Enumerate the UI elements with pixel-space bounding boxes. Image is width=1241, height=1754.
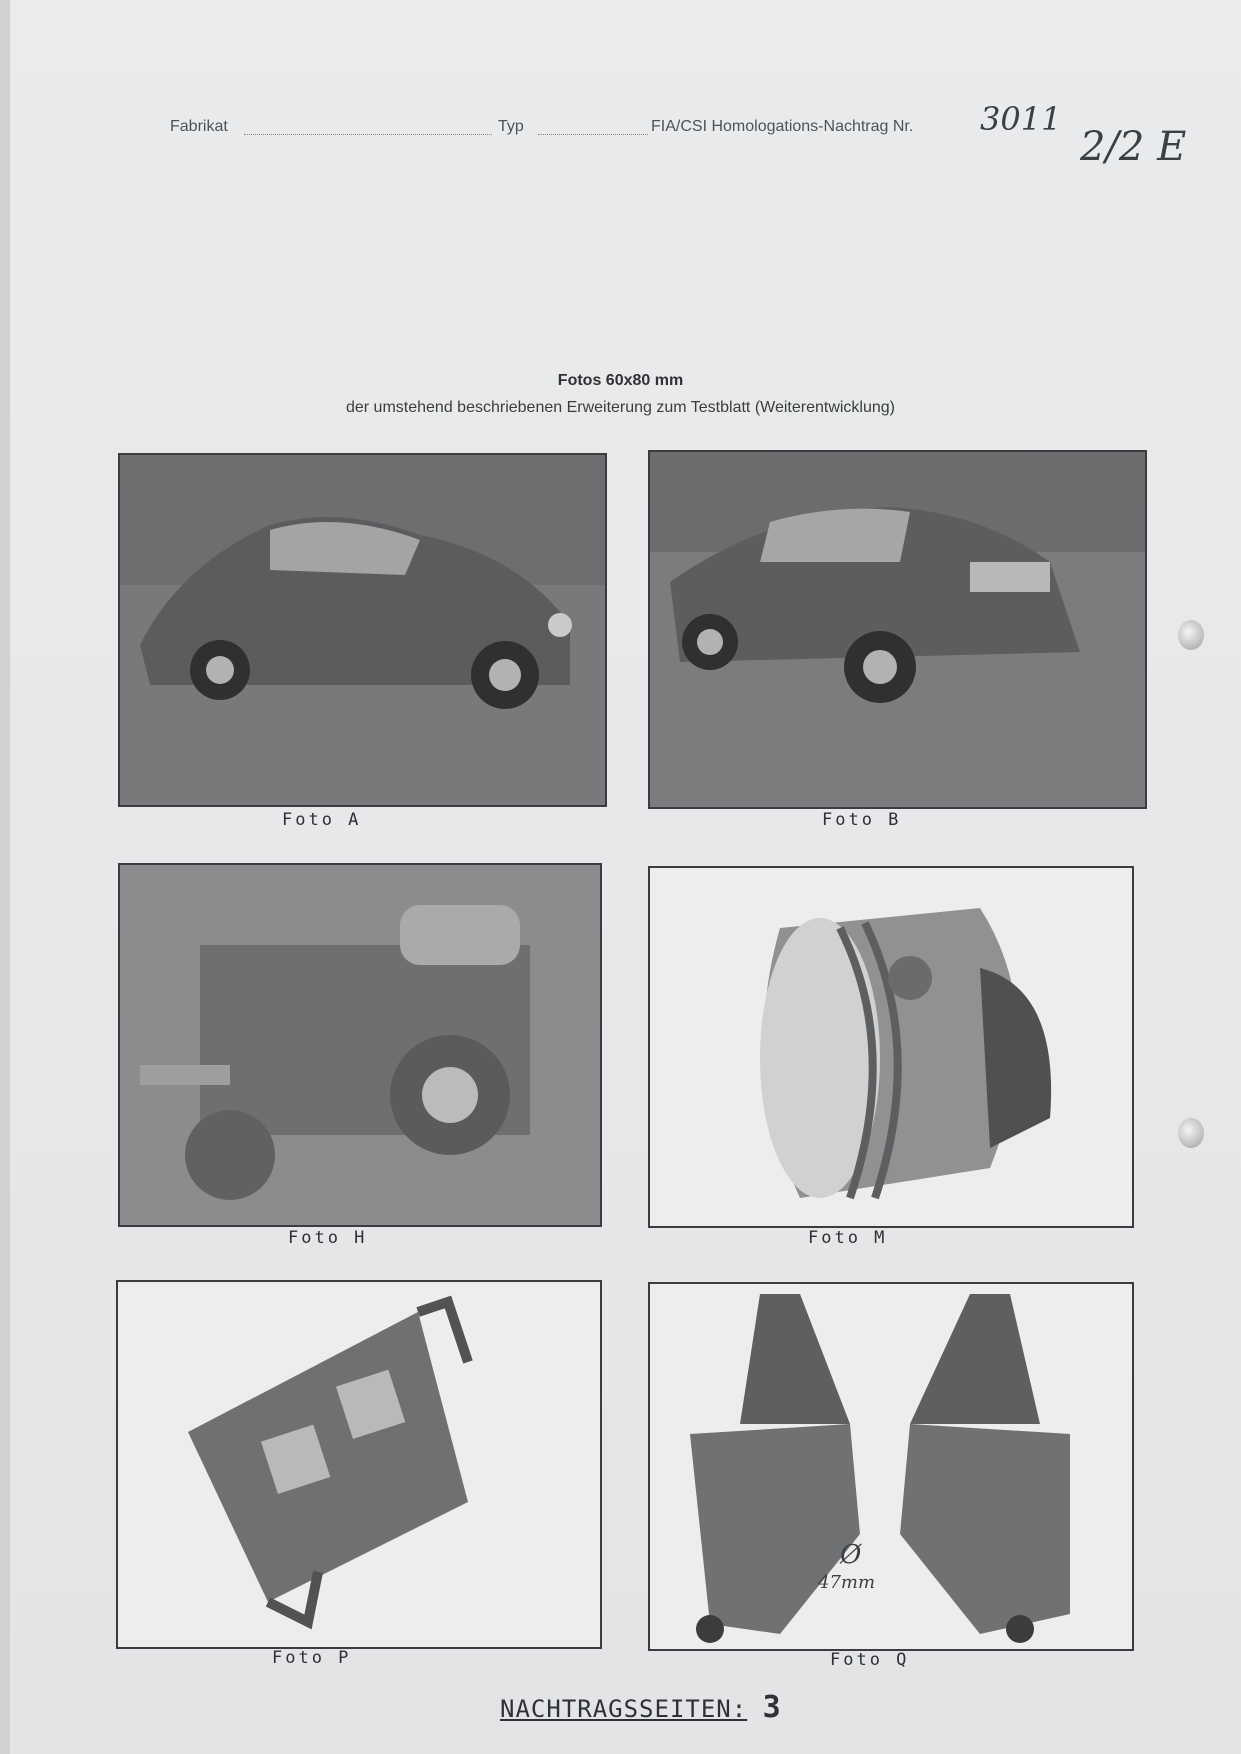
fabrikat-field	[244, 134, 492, 135]
manifold-image	[118, 1282, 600, 1647]
nachtrag-label: FIA/CSI Homologations-Nachtrag Nr.	[651, 118, 914, 135]
car-rear-image	[650, 452, 1145, 807]
photo-a	[118, 453, 607, 807]
caption-foto-p: Foto P	[272, 1648, 352, 1668]
typ-label: Typ	[498, 118, 524, 135]
section-subtitle: der umstehend beschriebenen Erweiterung zum Testblatt (Weiterentwicklung)	[345, 399, 896, 416]
typ-field	[538, 134, 648, 135]
engine-image	[120, 865, 600, 1225]
caption-foto-m: Foto M	[808, 1228, 888, 1248]
caption-foto-q: Foto Q	[830, 1650, 910, 1670]
punch-hole-upper	[1178, 620, 1204, 650]
photo-p	[116, 1280, 602, 1649]
fabrikat-label: Fabrikat	[170, 118, 228, 135]
car-front-image	[120, 455, 605, 805]
exhaust-headers-image	[650, 1284, 1132, 1649]
punch-hole-lower	[1178, 1118, 1204, 1148]
footer-label: NACHTRAGSSEITEN:	[500, 1695, 748, 1723]
nachtrag-number: 3011	[980, 100, 1062, 138]
photo-b	[648, 450, 1147, 809]
photo-m	[648, 866, 1134, 1228]
caption-foto-h: Foto H	[288, 1228, 368, 1248]
photo-h	[118, 863, 602, 1227]
caption-foto-b: Foto B	[822, 810, 902, 830]
photo-q	[648, 1282, 1134, 1651]
footer-stamp	[500, 1690, 820, 1725]
page-mark: 2/2 E	[1080, 124, 1187, 170]
footer-count: 3	[762, 1690, 782, 1725]
diameter-value: 47mm	[818, 1572, 876, 1593]
caption-foto-a: Foto A	[282, 810, 362, 830]
piston-image	[650, 868, 1132, 1226]
diameter-symbol: Ø	[840, 1540, 862, 1570]
section-title: Fotos 60x80 mm	[557, 372, 684, 389]
